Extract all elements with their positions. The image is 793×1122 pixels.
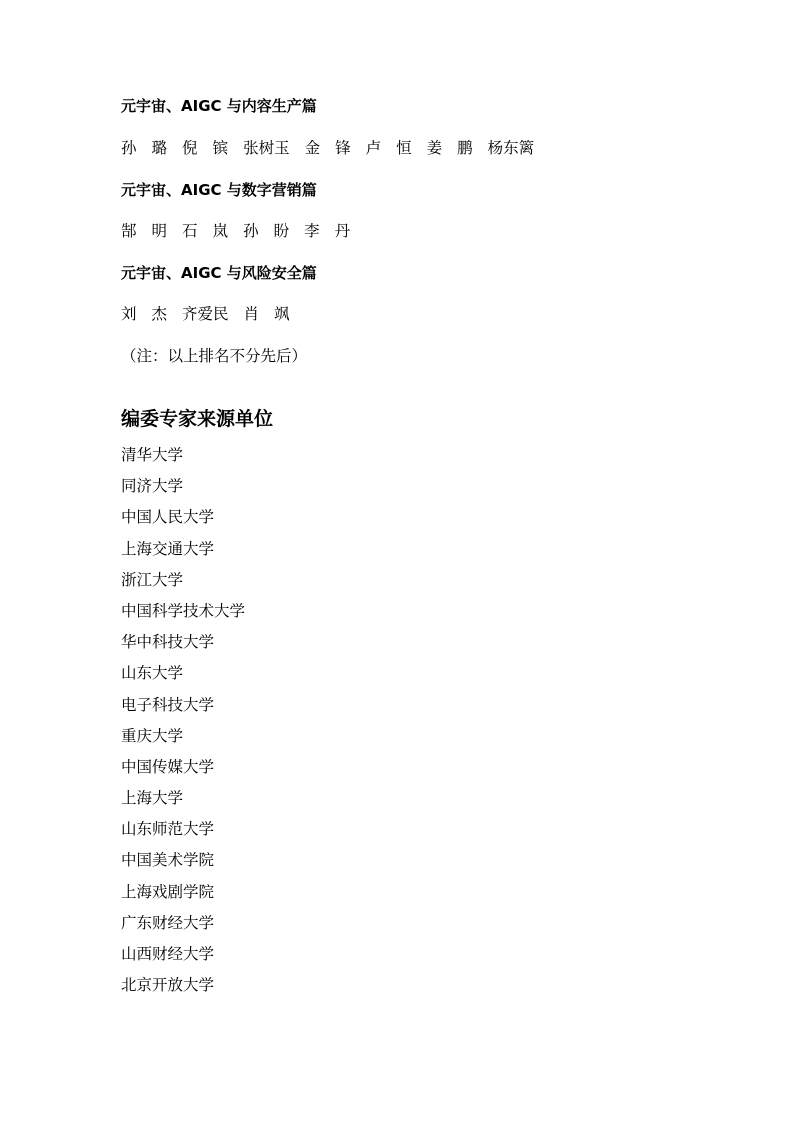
editor-name: 明 <box>151 222 168 240</box>
editor-name: 璐 <box>151 139 168 157</box>
editor-name: 张树玉 <box>243 139 290 157</box>
editor-name: 杨东篱 <box>487 139 535 157</box>
editor-name: 倪 <box>182 139 198 157</box>
section-heading-content-production: 元宇宙、AIGC 与内容生产篇 <box>121 97 317 115</box>
units-title: 编委专家来源单位 <box>121 408 274 430</box>
unit-item: 广东财经大学 <box>121 913 215 932</box>
unit-item: 中国人民大学 <box>121 508 215 527</box>
names-row-risk-security <box>121 304 290 324</box>
editor-name: 杰 <box>151 305 168 323</box>
editor-name: 孙 <box>243 222 259 240</box>
unit-item: 中国美术学院 <box>121 851 215 870</box>
section-heading-risk-security: 元宇宙、AIGC 与风险安全篇 <box>121 264 317 282</box>
names-row-digital-marketing <box>121 221 350 241</box>
unit-item: 上海大学 <box>121 789 184 808</box>
editor-name: 石 <box>182 222 198 240</box>
editor-name: 锋 <box>335 139 351 157</box>
editor-name: 岚 <box>212 222 229 240</box>
ranking-note: （注：以上排名不分先后） <box>121 347 308 365</box>
unit-item: 电子科技大学 <box>121 695 215 714</box>
section-heading-digital-marketing: 元宇宙、AIGC 与数字营销篇 <box>121 181 317 199</box>
editor-name: 盼 <box>273 222 290 240</box>
editor-name: 镔 <box>212 139 229 157</box>
editor-name: 郜 <box>121 222 137 240</box>
unit-item: 重庆大学 <box>121 726 184 745</box>
names-row-content-production <box>121 138 534 158</box>
unit-item: 北京开放大学 <box>121 976 215 995</box>
editor-name: 孙 <box>121 139 137 157</box>
unit-item: 上海交通大学 <box>121 539 215 558</box>
unit-item: 上海戏剧学院 <box>121 882 215 901</box>
unit-item: 华中科技大学 <box>121 633 215 652</box>
editor-name: 李 <box>304 222 320 240</box>
editor-name: 姜 <box>426 139 443 157</box>
editor-name: 卢 <box>365 139 382 157</box>
editor-name: 刘 <box>121 305 137 323</box>
editor-name: 飒 <box>274 305 290 323</box>
editor-name: 恒 <box>396 139 412 157</box>
unit-item: 山东大学 <box>121 664 184 683</box>
unit-item: 中国传媒大学 <box>121 757 215 776</box>
editor-name: 鹏 <box>457 139 473 157</box>
units-list <box>121 445 245 1006</box>
unit-item: 同济大学 <box>121 477 184 496</box>
editor-name: 丹 <box>334 222 351 240</box>
unit-item: 中国科学技术大学 <box>121 601 246 620</box>
unit-item: 浙江大学 <box>121 570 184 589</box>
unit-item: 清华大学 <box>121 446 184 464</box>
unit-item: 山西财经大学 <box>121 945 215 963</box>
editor-name: 齐爱民 <box>182 305 229 323</box>
editor-name: 肖 <box>243 305 260 323</box>
editor-name: 金 <box>304 139 321 157</box>
unit-item: 山东师范大学 <box>121 820 215 839</box>
